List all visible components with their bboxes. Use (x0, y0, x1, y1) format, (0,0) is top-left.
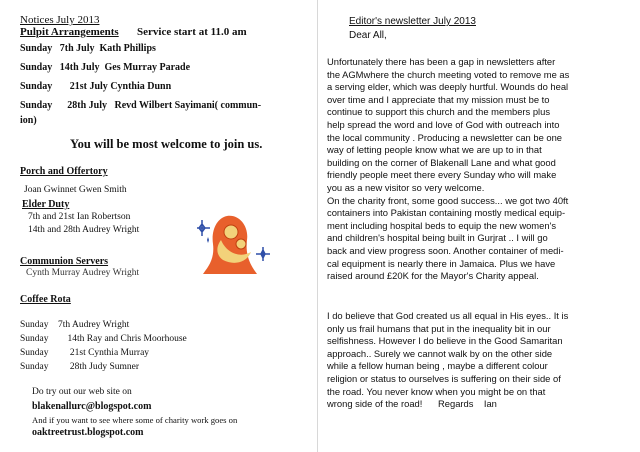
text-line: the AGMwhere the church meeting voted to remove me as (327, 68, 570, 80)
coffee-row: Sunday 28th Judy Sumner (20, 362, 140, 372)
text-line: you as a new visitor so very welcome. (327, 181, 485, 193)
text-line: Unfortunately there has been a gap in newsletters after (327, 56, 556, 67)
robe-shape (203, 216, 257, 274)
text-line: friendly people meet there every Sunday who will make (327, 169, 557, 181)
text-line: I do believe that God created us all equal in His eyes.. It is (327, 310, 569, 321)
paragraph-1 (327, 56, 569, 283)
pulpit-row: Sunday 28th July Revd Wilbert Sayimani( commun- (20, 100, 262, 111)
pulpit-row: Sunday 14th July Ges Murray Parade (20, 62, 191, 73)
coffee-row: Sunday 14th Ray and Chris Moorhouse (20, 334, 187, 344)
text-line: building on the corner of Blakenall Lane and what good (327, 156, 556, 168)
elder-heading: Elder Duty (22, 199, 70, 210)
text-line: and children's hospital being built in Gurjrat .. I will go (327, 232, 548, 244)
text-line: selfishness. However I do believe in the Good Samaritan (327, 335, 563, 347)
editor-title: Editor's newsletter July 2013 (349, 16, 476, 27)
elder-line: 14th and 28th Audrey Wright (28, 225, 140, 235)
text-line: back and view progress soon. Another container of medi- (327, 244, 564, 256)
pulpit-heading: Pulpit Arrangements (20, 26, 119, 38)
coffee-row: Sunday 7th Audrey Wright (20, 320, 130, 330)
service-time: Service start at 11.0 am (137, 26, 247, 38)
coffee-heading: Coffee Rota (20, 294, 71, 305)
column-divider (317, 0, 318, 452)
pulpit-row: Sunday 21st July Cynthia Dunn (20, 81, 172, 92)
text-line: containers into Pakistan containing mostly medical equip- (327, 207, 566, 219)
small-star-icon (207, 237, 209, 243)
text-line: way of letting people know what we are up to in that (327, 144, 542, 156)
text-line: ment including hospital beds to equip the new women's (327, 219, 557, 231)
notices-title: Notices July 2013 (20, 14, 100, 26)
elder-line: 7th and 21st Ian Robertson (28, 212, 131, 222)
pulpit-row-wrap: ion) (20, 115, 37, 126)
star-icon (197, 220, 210, 236)
text-line: help spread the word and love of God with outreach into (327, 118, 560, 130)
text-line: over time and I appreciate that my mission must be to (327, 93, 550, 105)
charity-intro: And if you want to see where some of charity work goes on (32, 415, 238, 425)
text-line: continue to support this church and the members plus (327, 106, 551, 118)
porch-heading: Porch and Offertory (20, 166, 108, 177)
web-intro: Do try out our web site on (32, 387, 132, 397)
text-line: the road. You never know when you might be on that (327, 385, 546, 397)
child-face-shape (236, 239, 246, 249)
text-line: the local community . Producing a newsletter can be one (327, 131, 563, 143)
madonna-and-child-clipart (197, 210, 275, 280)
text-line: a serving elder, which was deeply hurtful. Wounds do heal (327, 81, 569, 93)
paragraph-2 (327, 310, 568, 411)
welcome-message: You will be most welcome to join us. (70, 137, 263, 151)
star-icon (256, 247, 270, 261)
communion-heading: Communion Servers (20, 256, 109, 267)
text-line: raised around £20K for the Mayor's Charity appeal. (327, 270, 539, 282)
text-line: On the charity front, some good success... we got two 40ft (327, 194, 569, 206)
charity-site-link[interactable]: oaktreetrust.blogspot.com (32, 427, 144, 438)
greeting: Dear All, (349, 30, 387, 41)
text-line: religion or status to ourselves is suffering on their side of (327, 372, 561, 384)
text-line: approach.. Surely we cannot walk by on the other side (327, 347, 553, 359)
text-line: cal equipment is nearly there in Jamaica. Plus we have (327, 257, 556, 269)
communion-names: Cynth Murray Audrey Wright (26, 268, 140, 278)
text-line: while a fellow human being , maybe a different colour (327, 360, 548, 372)
pulpit-row: Sunday 7th July Kath Phillips (20, 43, 156, 54)
porch-names: Joan Gwinnet Gwen Smith (24, 185, 127, 195)
web-site-link[interactable]: blakenallurc@blogspot.com (32, 401, 152, 412)
text-line: only us frail humans that put in the inequality bit in our (327, 322, 551, 334)
face-shape (224, 225, 238, 239)
coffee-row: Sunday 21st Cynthia Murray (20, 348, 150, 358)
text-line: wrong side of the road! Regards Ian (327, 398, 497, 410)
